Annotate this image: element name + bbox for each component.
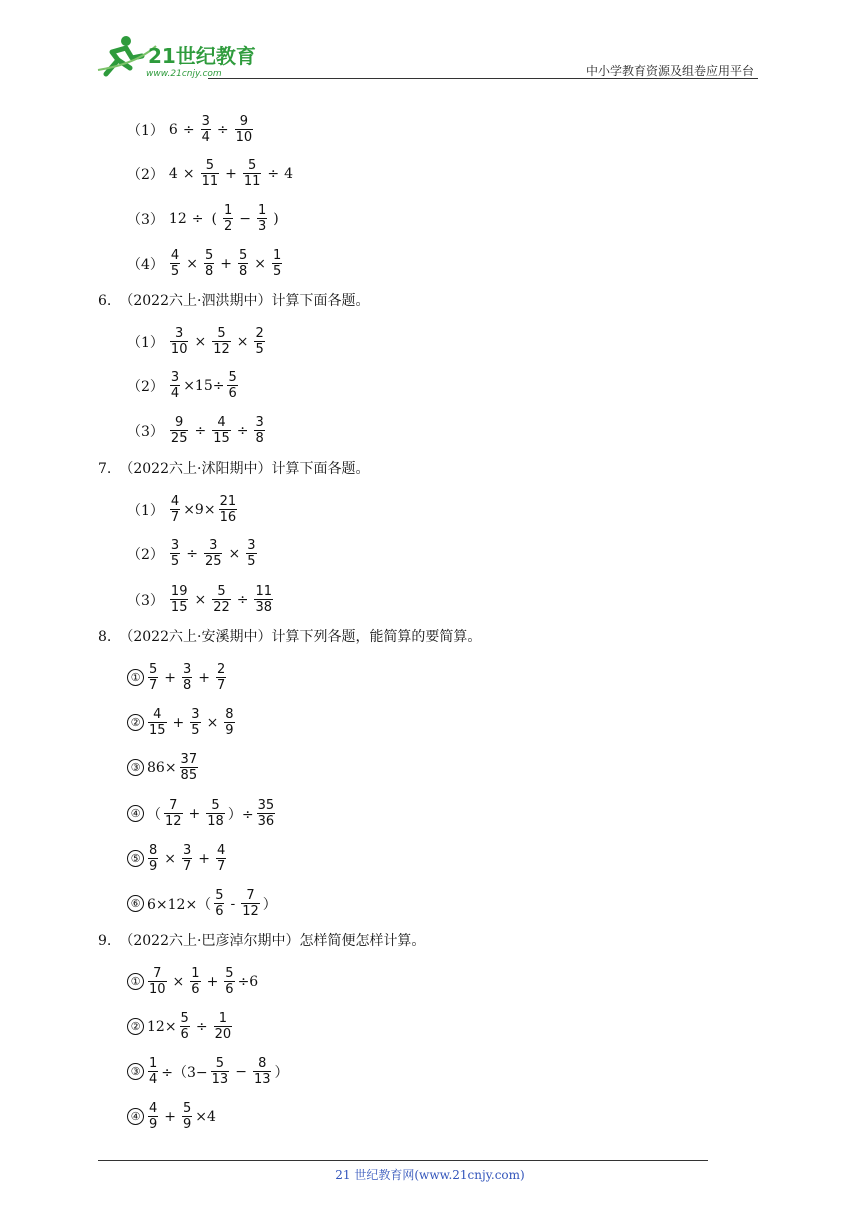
question-heading	[98, 626, 481, 646]
fraction	[201, 158, 220, 189]
fraction-numerator: 5	[238, 248, 248, 263]
item-label: （2）	[127, 166, 164, 183]
operator: +	[164, 669, 177, 686]
fraction-denominator: 6	[191, 982, 200, 997]
fraction	[272, 248, 282, 279]
fraction	[216, 843, 226, 874]
fraction	[170, 370, 180, 401]
question-heading	[98, 458, 369, 478]
operator: )	[273, 210, 279, 227]
question-number: 8.	[98, 629, 112, 645]
fraction-numerator: 1	[223, 203, 233, 218]
expression-item	[127, 370, 240, 401]
item-label: ③	[127, 759, 144, 776]
fraction-numerator: 5	[180, 1011, 189, 1026]
fraction-numerator: 5	[211, 798, 220, 813]
expression-item	[127, 248, 284, 279]
expression-item	[127, 158, 294, 189]
expression-term: 12×	[147, 1018, 177, 1035]
question-number: 7.	[98, 461, 112, 477]
fraction-denominator: 7	[217, 859, 226, 874]
fraction-numerator: 11	[255, 584, 273, 599]
fraction	[216, 662, 226, 693]
item-label: （1）	[127, 334, 164, 351]
fraction-denominator: 4	[201, 130, 210, 145]
operator: ÷	[216, 121, 229, 138]
fraction-denominator: 12	[165, 814, 182, 829]
fraction-denominator: 11	[243, 174, 261, 189]
fraction	[223, 203, 233, 234]
fraction-denominator: 20	[214, 1027, 232, 1042]
fraction-numerator: 5	[204, 248, 214, 263]
expression-term: ×4	[195, 1108, 216, 1125]
fraction	[190, 707, 200, 738]
operator: ÷	[194, 422, 207, 439]
fraction-denominator: 7	[170, 510, 180, 525]
fraction	[257, 798, 276, 829]
fraction-denominator: 10	[235, 130, 253, 145]
fraction	[148, 843, 158, 874]
expression-term: 4	[284, 165, 294, 182]
logo-text: 21世纪教育	[148, 44, 256, 68]
item-label: （3）	[127, 423, 164, 440]
fraction-denominator: 8	[204, 264, 214, 279]
item-label: ④	[127, 1108, 144, 1125]
fraction-denominator: 25	[170, 431, 188, 446]
fraction	[170, 326, 189, 357]
fraction	[170, 248, 180, 279]
expression-item	[127, 798, 277, 829]
operator: +	[198, 850, 211, 867]
operator: ×	[228, 545, 241, 562]
fraction	[182, 843, 192, 874]
fraction-numerator: 4	[217, 415, 226, 430]
fraction	[214, 1011, 233, 1042]
operator: -	[230, 895, 236, 912]
fraction-numerator: 3	[170, 538, 180, 553]
expression-term: 6	[168, 121, 178, 138]
fraction	[164, 798, 183, 829]
fraction	[212, 415, 231, 446]
fraction-denominator: 9	[225, 723, 234, 738]
fraction-numerator: 9	[175, 415, 184, 430]
fraction-numerator: 1	[272, 248, 282, 263]
fraction-denominator: 6	[228, 386, 237, 401]
expression-item	[127, 584, 275, 615]
fraction	[190, 966, 200, 997]
fraction-numerator: 19	[170, 584, 188, 599]
fraction-numerator: 4	[170, 248, 180, 263]
question-text: （2022六上·沭阳期中）计算下面各题。	[119, 461, 370, 477]
fraction-denominator: 10	[170, 342, 188, 357]
header-divider	[208, 78, 758, 79]
expression-term: ×9×	[183, 501, 216, 518]
fraction-denominator: 5	[272, 264, 282, 279]
fraction-denominator: 13	[211, 1072, 229, 1087]
fraction-denominator: 15	[149, 723, 166, 738]
fraction	[254, 326, 264, 357]
fraction-numerator: 3	[255, 415, 264, 430]
fraction-denominator: 8	[183, 678, 192, 693]
fraction-numerator: 3	[170, 370, 180, 385]
fraction	[235, 114, 254, 145]
expression-term: （	[147, 806, 161, 823]
fraction	[201, 114, 211, 145]
fraction-denominator: 18	[207, 814, 224, 829]
fraction-numerator: 3	[247, 538, 256, 553]
operator: ÷	[186, 545, 198, 562]
item-label: ①	[127, 973, 144, 990]
fraction	[211, 1056, 230, 1087]
operator: +	[220, 255, 232, 272]
fraction-numerator: 3	[183, 843, 192, 858]
fraction	[212, 584, 231, 615]
logo-icon	[96, 34, 266, 78]
expression-item	[127, 494, 239, 525]
fraction-numerator: 3	[191, 707, 200, 722]
fraction-denominator: 5	[170, 554, 180, 569]
fraction-numerator: 35	[257, 798, 275, 813]
expression-term: 86×	[147, 759, 177, 776]
operator: ÷	[267, 165, 280, 182]
operator: +	[172, 714, 185, 731]
operator: ×	[182, 165, 195, 182]
operator: ÷	[191, 210, 204, 227]
operator: ×	[194, 591, 207, 608]
item-label: ④	[127, 805, 144, 822]
fraction	[257, 203, 267, 234]
operator: −	[235, 1063, 247, 1080]
fraction-numerator: 5	[205, 158, 214, 173]
operator: ×	[194, 333, 207, 350]
operator: ÷	[236, 591, 249, 608]
question-text: （2022六上·安溪期中）计算下列各题，能简算的要简算。	[119, 629, 482, 645]
fraction	[170, 584, 189, 615]
item-label: ②	[127, 1018, 144, 1035]
item-label: ⑤	[127, 850, 144, 867]
expression-term: ）÷	[227, 806, 254, 823]
fraction-denominator: 15	[213, 431, 230, 446]
expression-term: ）	[274, 1064, 289, 1081]
fraction-denominator: 13	[253, 1072, 271, 1087]
fraction-denominator: 12	[213, 342, 230, 357]
fraction-denominator: 15	[170, 600, 188, 615]
operator: ÷	[195, 1018, 208, 1035]
expression-item	[127, 843, 228, 874]
fraction-denominator: 8	[238, 264, 248, 279]
question-heading	[98, 930, 425, 950]
fraction-numerator: 4	[170, 494, 180, 509]
fraction-denominator: 85	[180, 768, 198, 783]
fraction-numerator: 5	[225, 966, 234, 981]
fraction-denominator: 16	[219, 510, 237, 525]
fraction	[148, 1101, 158, 1132]
fraction-numerator: 8	[225, 707, 234, 722]
expression-item	[127, 1011, 234, 1042]
fraction-numerator: 5	[228, 370, 237, 385]
fraction-numerator: 37	[180, 752, 198, 767]
fraction-numerator: 1	[191, 966, 200, 981]
fraction-numerator: 8	[258, 1056, 267, 1071]
fraction-denominator: 11	[201, 174, 219, 189]
fraction-denominator: 9	[149, 1117, 158, 1132]
fraction	[246, 538, 256, 569]
fraction-denominator: 9	[149, 859, 158, 874]
footer-divider	[98, 1160, 708, 1161]
operator: ÷	[182, 121, 195, 138]
fraction	[180, 1011, 190, 1042]
expression-item	[127, 888, 278, 919]
expression-term: ÷（3−	[161, 1064, 208, 1081]
fraction	[148, 662, 158, 693]
item-label: ③	[127, 1063, 144, 1080]
item-label: （2）	[127, 546, 164, 563]
item-label: （2）	[127, 378, 164, 395]
footer-text: 21 世纪教育网(www.21cnjy.com)	[335, 1168, 525, 1182]
expression-term: 4	[168, 165, 178, 182]
fraction	[253, 1056, 272, 1087]
fraction	[212, 326, 231, 357]
fraction-numerator: 21	[219, 494, 237, 509]
fraction-denominator: 5	[247, 554, 256, 569]
fraction-denominator: 7	[149, 678, 158, 693]
fraction	[219, 494, 238, 525]
fraction-denominator: 4	[170, 386, 180, 401]
expression-item	[127, 415, 267, 446]
fraction-numerator: 5	[215, 888, 224, 903]
fraction-denominator: 9	[183, 1117, 192, 1132]
fraction-denominator: 6	[225, 982, 234, 997]
operator: +	[188, 805, 201, 822]
fraction	[148, 707, 167, 738]
fraction	[204, 538, 223, 569]
fraction-numerator: 2	[217, 662, 226, 677]
expression-item	[127, 326, 267, 357]
operator: +	[198, 669, 211, 686]
expression-item	[127, 203, 283, 234]
expression-item	[127, 1056, 289, 1087]
expression-item	[127, 707, 237, 738]
item-label: （1）	[127, 502, 164, 519]
fraction-denominator: 22	[213, 600, 230, 615]
fraction-numerator: 5	[149, 662, 158, 677]
fraction-denominator: 10	[149, 982, 166, 997]
logo-url-text: www.21cnjy.com	[146, 69, 222, 78]
fraction-denominator: 38	[255, 600, 273, 615]
expression-item	[127, 1101, 217, 1132]
fraction-numerator: 7	[246, 888, 255, 903]
fraction-denominator: 5	[191, 723, 200, 738]
expression-term: ）	[262, 896, 277, 913]
fraction	[206, 798, 225, 829]
fraction	[224, 707, 234, 738]
fraction-numerator: 9	[239, 114, 248, 129]
operator: ×	[172, 973, 185, 990]
fraction-denominator: 6	[180, 1027, 189, 1042]
operator: +	[225, 165, 237, 182]
fraction	[243, 158, 262, 189]
fraction-numerator: 4	[149, 1101, 158, 1116]
fraction	[182, 1101, 192, 1132]
operator: ×	[164, 850, 177, 867]
fraction-numerator: 7	[169, 798, 178, 813]
expression-item	[127, 538, 259, 569]
question-text: （2022六上·巴彦淖尔期中）怎样简便怎样计算。	[119, 933, 426, 949]
item-label: （1）	[127, 122, 164, 139]
operator: ÷	[236, 422, 249, 439]
fraction	[254, 584, 273, 615]
fraction	[148, 1056, 158, 1087]
fraction	[170, 494, 180, 525]
fraction-denominator: 8	[255, 431, 264, 446]
operator: −	[239, 210, 251, 227]
fraction-denominator: 36	[257, 814, 275, 829]
fraction-numerator: 8	[149, 843, 158, 858]
fraction-denominator: 7	[217, 678, 226, 693]
operator: +	[164, 1108, 177, 1125]
fraction-numerator: 1	[218, 1011, 227, 1026]
fraction-numerator: 7	[153, 966, 162, 981]
item-label: ①	[127, 669, 144, 686]
expression-item	[127, 114, 255, 145]
expression-term: ÷6	[237, 973, 259, 990]
fraction	[227, 370, 237, 401]
operator: ×	[206, 714, 219, 731]
fraction-numerator: 2	[255, 326, 264, 341]
fraction	[241, 888, 260, 919]
fraction	[238, 248, 248, 279]
item-label: （3）	[127, 211, 164, 228]
fraction-denominator: 25	[204, 554, 222, 569]
operator: +	[206, 973, 219, 990]
question-text: （2022六上·泗洪期中）计算下面各题。	[119, 293, 370, 309]
fraction	[214, 888, 224, 919]
fraction-numerator: 3	[201, 114, 210, 129]
fraction	[180, 752, 199, 783]
fraction	[182, 662, 192, 693]
operator: ×	[186, 255, 198, 272]
fraction-denominator: 6	[215, 904, 224, 919]
expression-item	[127, 752, 200, 783]
fraction-denominator: 4	[149, 1072, 158, 1087]
fraction-numerator: 1	[149, 1056, 158, 1071]
item-label: ②	[127, 714, 144, 731]
fraction-numerator: 3	[175, 326, 184, 341]
fraction	[170, 415, 189, 446]
item-label: （3）	[127, 592, 164, 609]
item-label: ⑥	[127, 895, 144, 912]
question-number: 9.	[98, 933, 112, 949]
fraction-numerator: 3	[209, 538, 218, 553]
fraction-numerator: 5	[183, 1101, 192, 1116]
fraction-numerator: 5	[247, 158, 257, 173]
question-number: 6.	[98, 293, 112, 309]
fraction-numerator: 3	[183, 662, 192, 677]
operator: (	[211, 210, 217, 227]
fraction-numerator: 1	[257, 203, 267, 218]
fraction	[224, 966, 234, 997]
fraction-numerator: 4	[217, 843, 226, 858]
expression-term: 6×12×（	[147, 896, 212, 913]
question-heading	[98, 290, 369, 310]
expression-term: ×15÷	[183, 377, 225, 394]
expression-term: 12	[168, 210, 187, 227]
fraction-denominator: 12	[242, 904, 259, 919]
fraction-denominator: 2	[223, 219, 233, 234]
fraction	[254, 415, 264, 446]
site-slogan: 中小学教育资源及组卷应用平台	[585, 64, 754, 78]
expression-item	[127, 966, 259, 997]
fraction	[204, 248, 214, 279]
fraction-numerator: 5	[217, 584, 226, 599]
fraction-denominator: 5	[170, 264, 180, 279]
operator: ×	[254, 255, 266, 272]
page-header	[96, 34, 758, 80]
fraction-denominator: 5	[255, 342, 264, 357]
fraction	[148, 966, 167, 997]
fraction	[170, 538, 180, 569]
expression-item	[127, 662, 228, 693]
fraction-numerator: 5	[215, 1056, 225, 1071]
fraction-numerator: 4	[153, 707, 162, 722]
fraction-denominator: 7	[183, 859, 192, 874]
fraction-numerator: 5	[217, 326, 226, 341]
operator: ×	[236, 333, 249, 350]
item-label: （4）	[127, 256, 164, 273]
fraction-denominator: 3	[257, 219, 267, 234]
